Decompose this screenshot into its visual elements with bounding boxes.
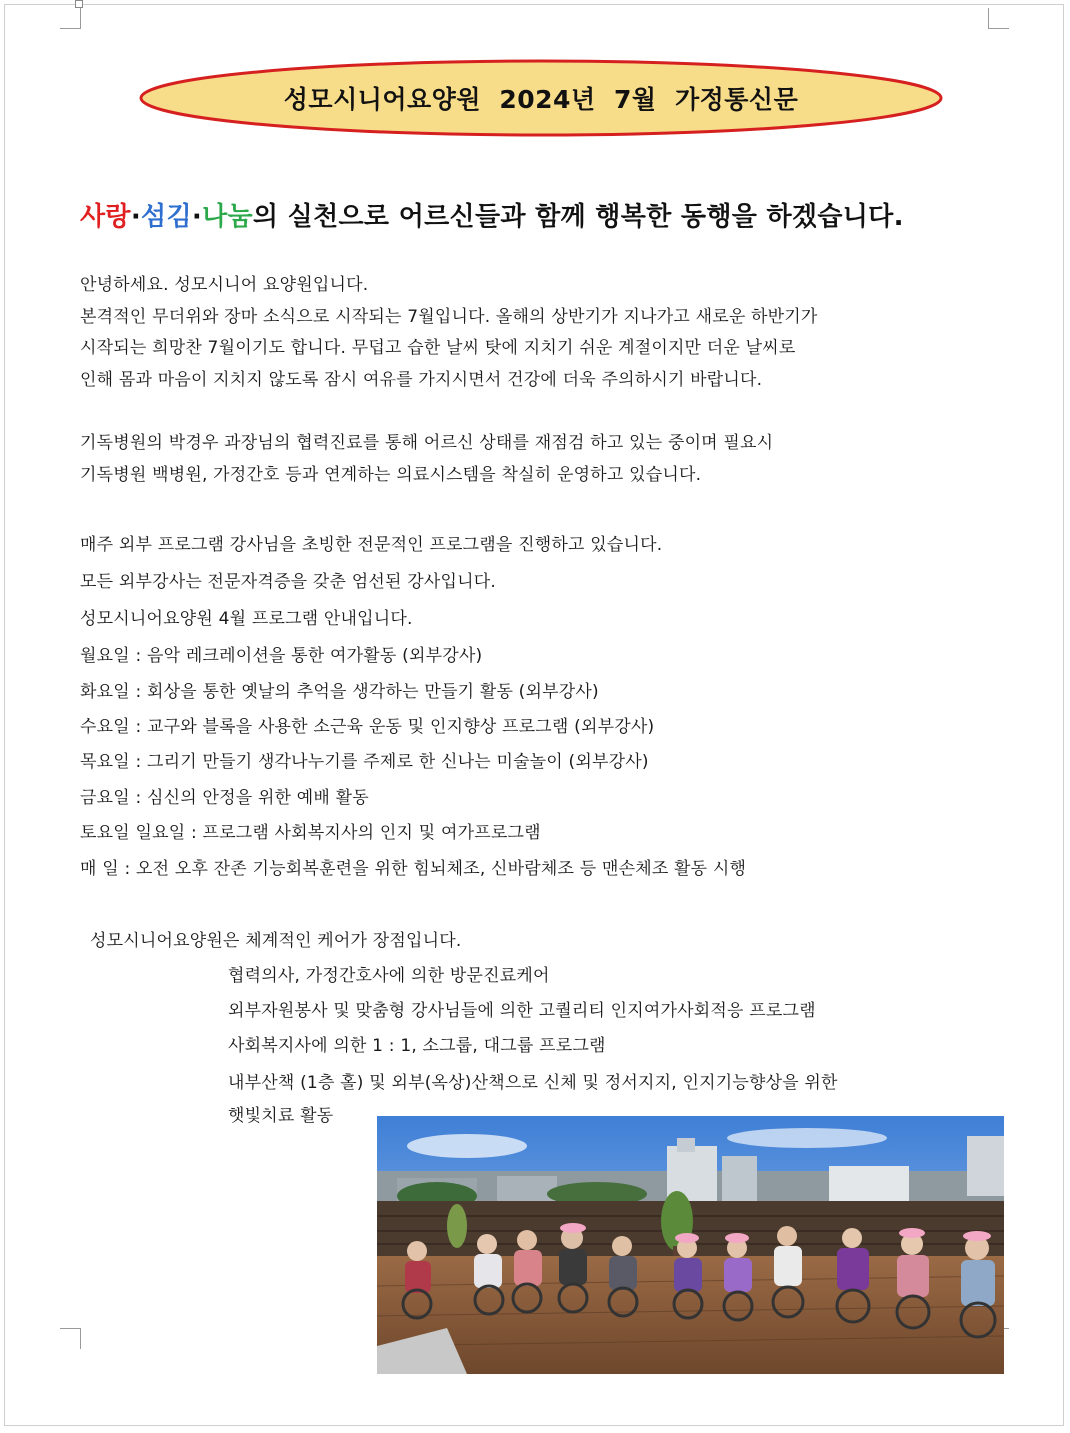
intro-line: 안녕하세요. 성모시니어 요양원입니다.: [80, 275, 369, 295]
programs-intro-line: 매주 외부 프로그램 강사님을 초빙한 전문적인 프로그램을 진행하고 있습니다.: [80, 535, 663, 555]
intro-line: 본격적인 무더위와 장마 소식으로 시작되는 7월입니다. 올해의 상반기가 지나가고 새로운 하반기가: [80, 307, 818, 327]
resize-handle[interactable]: [75, 0, 83, 8]
title-banner: [138, 58, 944, 138]
intro-line: 인해 몸과 마음이 지치지 않도록 잠시 여유를 가지시면서 건강에 더욱 주의하시기 바랍니다.: [80, 370, 763, 390]
crop-mark-top-left: [60, 8, 81, 29]
slogan-dot: ·: [130, 202, 142, 232]
slogan-share: 나눔: [202, 202, 253, 232]
slogan-love: 사랑: [80, 202, 131, 232]
slogan-serve: 섬김: [141, 202, 192, 232]
crop-mark-bottom-left: [60, 1328, 81, 1349]
schedule-daily: 매 일 : 오전 오후 잔존 기능회복훈련을 위한 힘뇌체조, 신바람체조 등 맨손체조 활동 시행: [80, 859, 747, 879]
schedule-weekend: 토요일 일요일 : 프로그램 사회복지사의 인지 및 여가프로그램: [80, 823, 541, 843]
schedule-tuesday: 화요일 : 회상을 통한 옛날의 추억을 생각하는 만들기 활동 (외부강사): [80, 682, 599, 702]
slogan: [80, 196, 904, 233]
strength-item: 외부자원봉사 및 맞춤형 강사님들에 의한 고퀄리티 인지여가사회적응 프로그램: [228, 1001, 816, 1021]
strength-item: 내부산책 (1층 홀) 및 외부(옥상)산책으로 신체 및 정서지지, 인지기능향상을 위한: [228, 1073, 838, 1093]
schedule-wednesday: 수요일 : 교구와 블록을 사용한 소근육 운동 및 인지향상 프로그램 (외부강사): [80, 717, 655, 737]
medical-line: 기독병원의 박경우 과장님의 협력진료를 통해 어르신 상태를 재점검 하고 있는 중이며 필요시: [80, 433, 774, 453]
strength-item: 사회복지사에 의한 1 : 1, 소그룹, 대그룹 프로그램: [228, 1036, 606, 1056]
strength-item: 협력의사, 가정간호사에 의한 방문진료케어: [228, 966, 550, 986]
strength-item: 햇빛치료 활동: [228, 1106, 334, 1126]
slogan-rest: 의 실천으로 어르신들과 함께 행복한 동행을 하겠습니다.: [252, 202, 904, 232]
schedule-friday: 금요일 : 심신의 안정을 위한 예배 활동: [80, 788, 369, 808]
rooftop-walk-photo: [377, 1116, 1004, 1374]
programs-intro-line: 모든 외부강사는 전문자격증을 갖춘 엄선된 강사입니다.: [80, 572, 496, 592]
intro-line: 시작되는 희망찬 7월이기도 합니다. 무덥고 습한 날씨 탓에 지치기 쉬운 계절이지만 더운 날씨로: [80, 338, 796, 358]
schedule-thursday: 목요일 : 그리기 만들기 생각나누기를 주제로 한 신나는 미술놀이 (외부강사): [80, 752, 649, 772]
schedule-monday: 월요일 : 음악 레크레이션을 통한 여가활동 (외부강사): [80, 646, 483, 666]
strengths-heading: 성모시니어요양원은 체계적인 케어가 장점입니다.: [90, 931, 462, 951]
medical-line: 기독병원 백병원, 가정간호 등과 연계하는 의료시스템을 착실히 운영하고 있습니다.: [80, 465, 702, 485]
rooftop-photo-illustration: [377, 1116, 1004, 1374]
slogan-dot: ·: [191, 202, 203, 232]
crop-mark-top-right: [988, 8, 1009, 29]
page-title: 성모시니어요양원 2024년 7월 가정통신문: [283, 85, 799, 114]
programs-intro-line: 성모시니어요양원 4월 프로그램 안내입니다.: [80, 609, 413, 629]
